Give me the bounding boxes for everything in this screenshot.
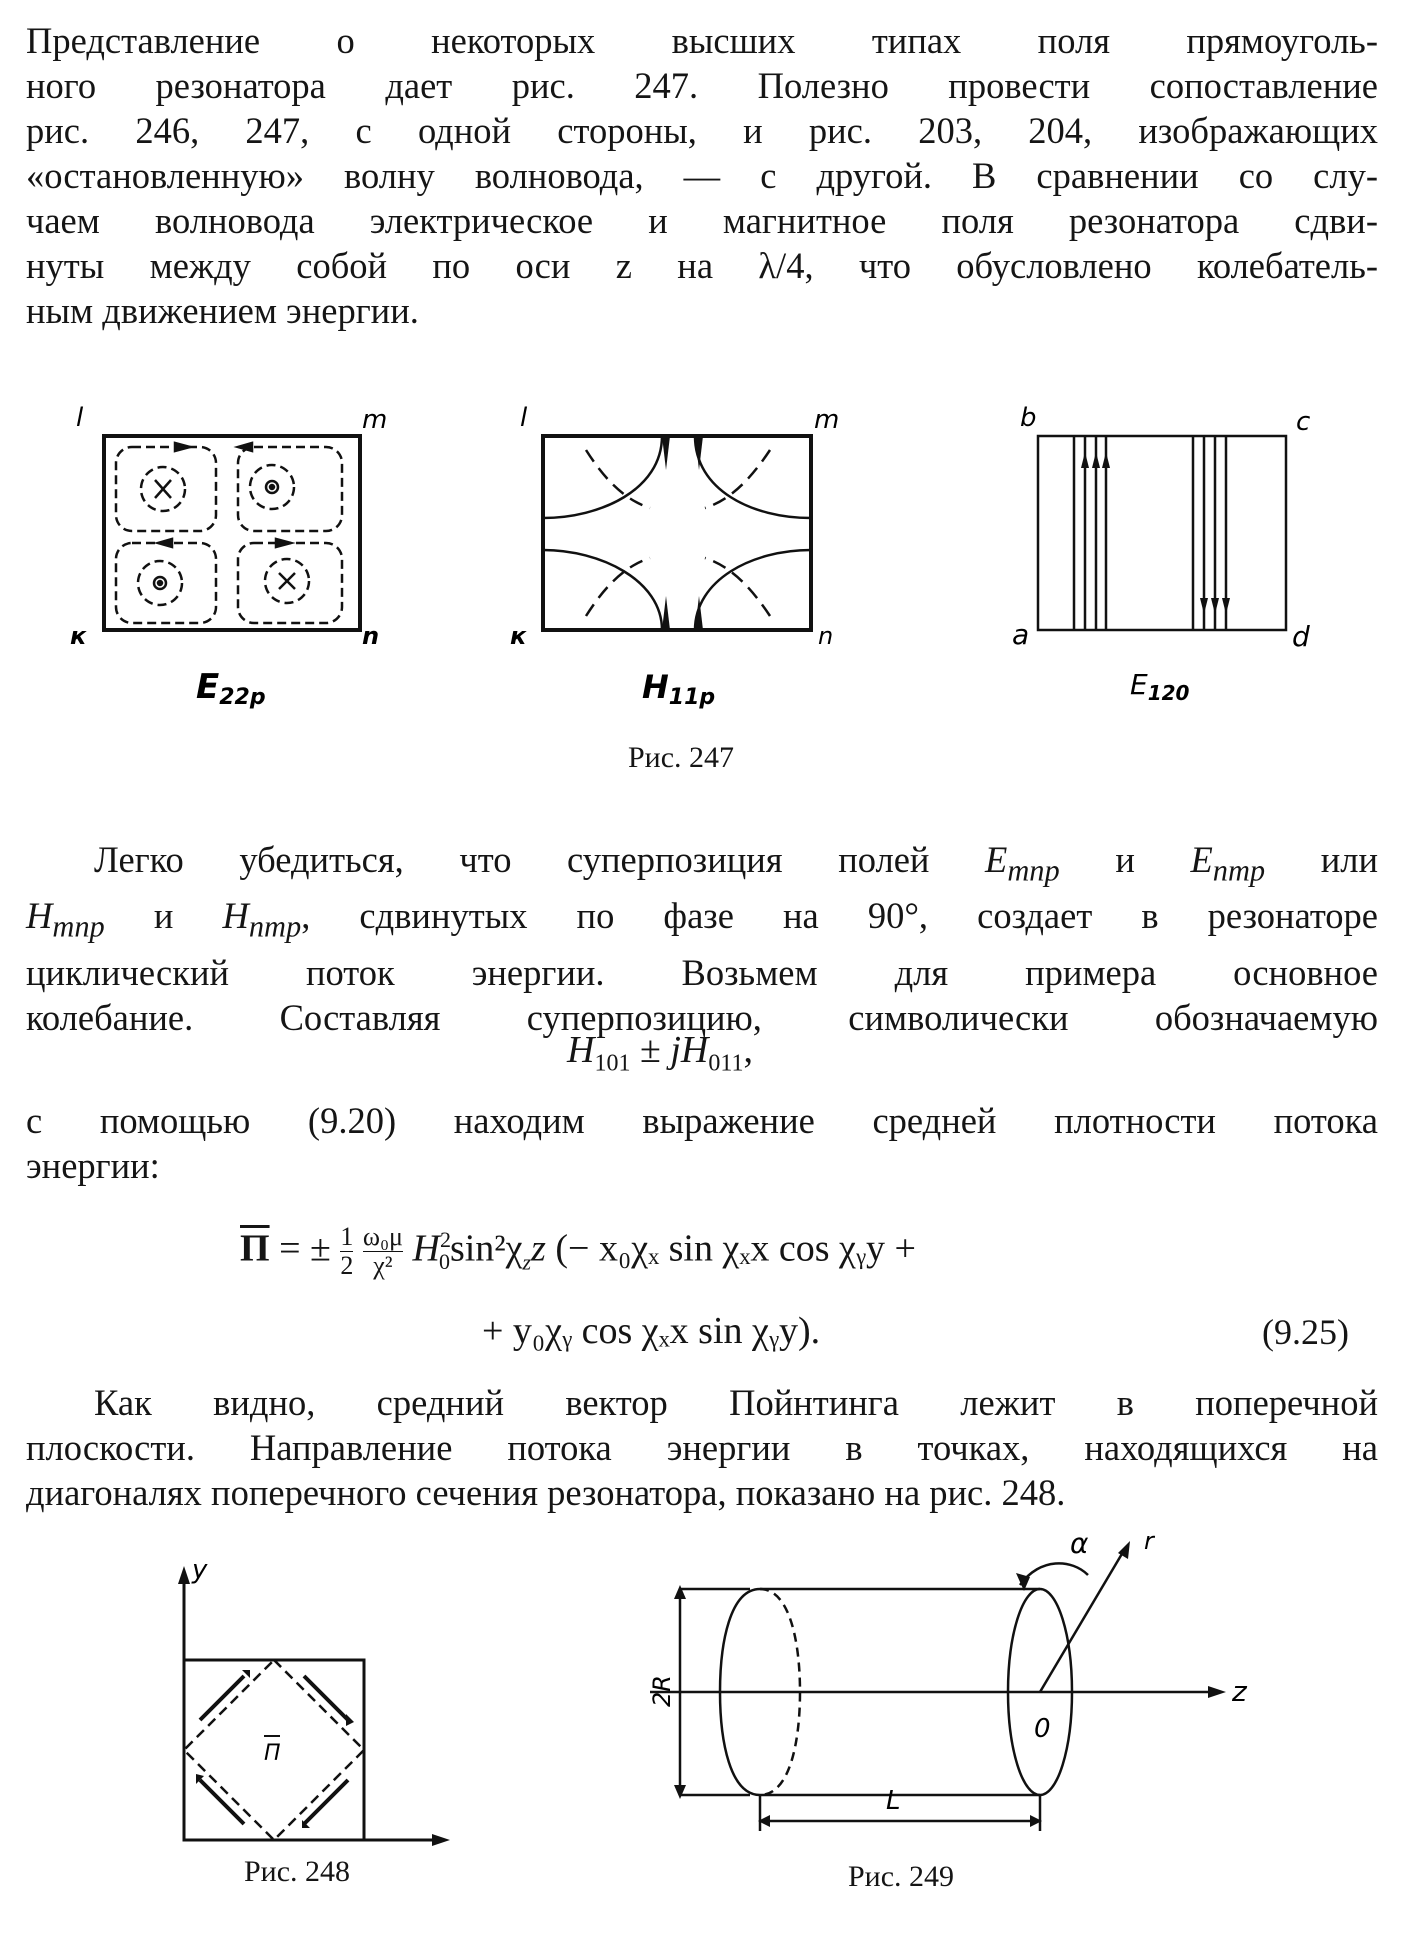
- figure-247-panel-e120: [1012, 403, 1310, 705]
- mode-label: E22p: [196, 667, 266, 710]
- corner-label: m: [362, 405, 388, 435]
- corner-label: l: [76, 403, 84, 433]
- equation-number: (9.25): [1262, 1312, 1349, 1352]
- figure-247-caption: Рис. 247: [628, 741, 735, 774]
- text-line: $H_{mnp}$ и $H_{nmp}$, сдвинутых по фазе на 90°, создает в резонаторе: [26, 895, 1378, 944]
- text-line: с помощью (9.20) находим выражение средней плотности потока: [26, 1100, 1378, 1141]
- figure-247-panel-h11p: [510, 403, 839, 710]
- z-axis-label: z: [1232, 1675, 1247, 1708]
- vector-label: Π: [264, 1741, 281, 1766]
- formula-poynting: $\overline{\Pi}$ = ± $\frac{1}{2}$ $\frac{\text{ω₀μ}}{\text{χ²}}$ $H^2_0\sin^2\chi_zz$ (− x₀χₓ sin χₓx cos χᵧy +: [240, 1222, 916, 1281]
- text-line: Представление о некоторых высших типах поля прямоуголь-: [26, 20, 1378, 61]
- text-line: рис. 246, 247, с одной стороны, и рис. 203, 204, изображающих: [26, 110, 1378, 151]
- corner-label: d: [1292, 620, 1310, 653]
- text-line: чаем волновода электрическое и магнитное поля резонатора сдви-: [26, 200, 1378, 241]
- text-line: колебание. Составляя суперпозицию, символически обозначаемую: [26, 996, 1378, 1038]
- corner-label: m: [814, 405, 840, 435]
- diameter-label: 2R: [648, 1675, 676, 1707]
- text-line: Как видно, средний вектор Пойнтинга лежит в поперечной: [94, 1382, 1378, 1423]
- corner-label: к: [70, 622, 87, 650]
- formula-poynting-line2: + y₀χᵧ cos χₓx sin χᵧy).: [482, 1310, 821, 1352]
- x-axis-arrow-icon: [432, 1834, 450, 1846]
- corner-label: c: [1296, 407, 1311, 437]
- paragraph-superposition: [26, 837, 1378, 1040]
- figure-248: [150, 1555, 480, 1860]
- mode-label: H11p: [642, 668, 716, 710]
- length-label: L: [886, 1786, 901, 1816]
- figure-247-panel-e22p: [70, 403, 387, 710]
- corner-label: b: [1020, 403, 1037, 433]
- y-axis-label: y: [192, 1555, 208, 1585]
- radius-axis-label: r: [1144, 1527, 1154, 1555]
- figure-249-caption: Рис. 249: [848, 1860, 955, 1893]
- text-line: Легко убедиться, что суперпозиция полей $E_{mnp}$ и $E_{nmp}$ или: [94, 839, 1378, 888]
- corner-label: l: [520, 403, 528, 433]
- text-line: циклический поток энергии. Возьмем для примера основное: [26, 951, 1378, 993]
- corner-label: к: [510, 622, 527, 650]
- text-line: диагоналях поперечного сечения резонатора, показано на рис. 248.: [26, 1472, 1066, 1513]
- figure-249: [648, 1527, 1380, 1855]
- corner-label: n: [362, 622, 380, 650]
- text-line: энергии:: [26, 1145, 160, 1186]
- text-line: ным движением энергии.: [26, 290, 419, 331]
- figure-248-caption: Рис. 248: [244, 1855, 351, 1888]
- text-line: ного резонатора дает рис. 247. Полезно провести сопоставление: [26, 65, 1378, 106]
- text-line: плоскости. Направление потока энергии в точках, находящихся на: [26, 1427, 1378, 1468]
- corner-label: n: [818, 622, 834, 650]
- text-line: «остановленную» волну волновода, — с другой. В сравнении со слу-: [26, 155, 1378, 196]
- corner-label: a: [1012, 618, 1030, 651]
- y-axis-arrow-icon: [178, 1566, 190, 1584]
- angle-label: α: [1070, 1527, 1089, 1560]
- figure-247: [0, 390, 1407, 720]
- paragraph-intro: [26, 18, 1378, 333]
- mode-label: $E_{120}$: [1130, 668, 1190, 705]
- paragraph-poynting: [26, 1380, 1378, 1515]
- paragraph-expression: [26, 1098, 1378, 1188]
- text-line: нуты между собой по оси z на λ/4, что обусловлено колебатель-: [26, 245, 1378, 286]
- formula-superposition: $H_{101} \pm jH_{011}$,: [567, 1029, 753, 1077]
- origin-label: 0: [1034, 1714, 1051, 1744]
